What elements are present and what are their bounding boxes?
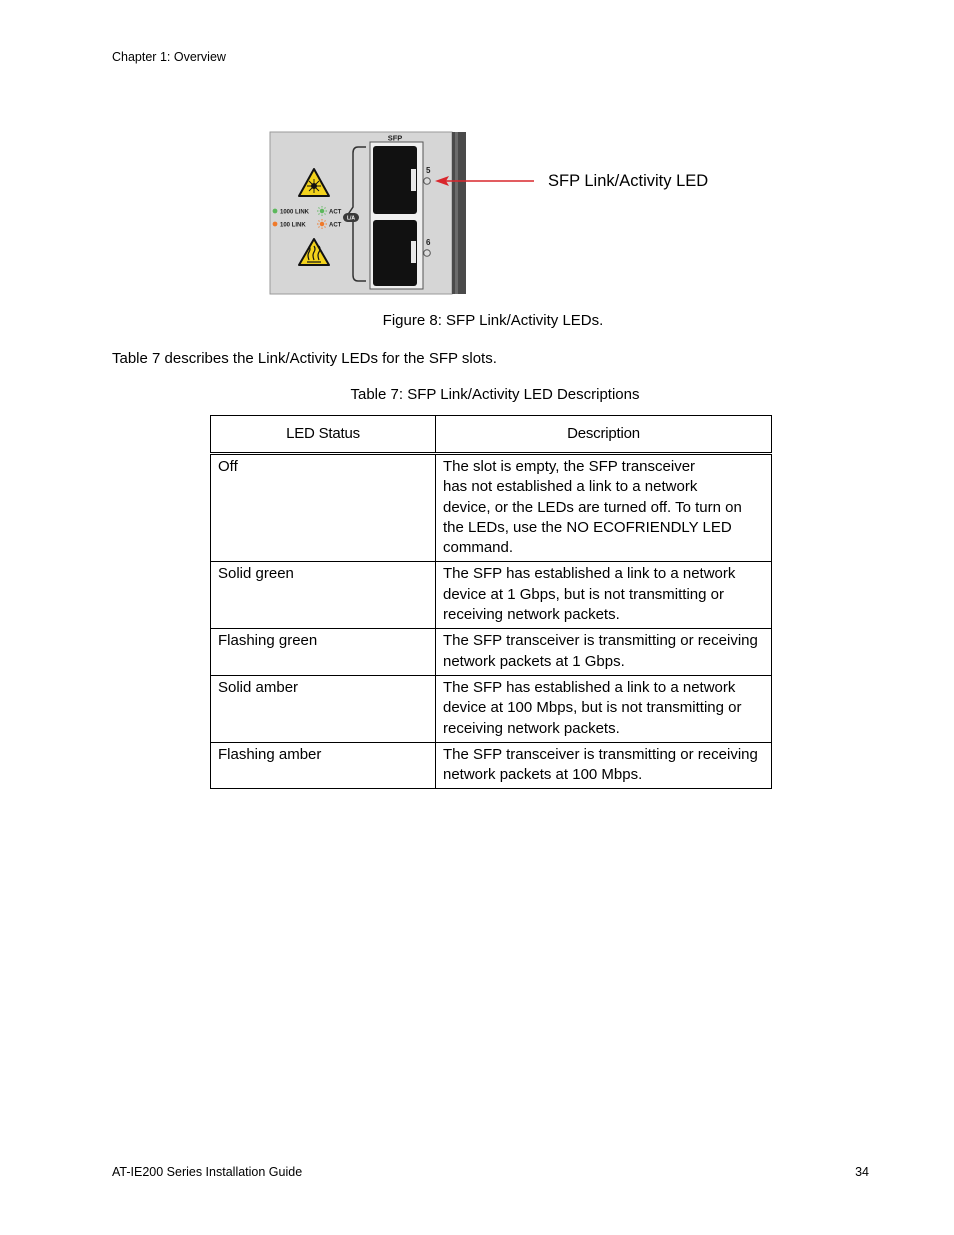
legend-100-link: 100 LINK — [280, 222, 306, 229]
description-line: has not established a link to a network — [443, 478, 698, 496]
table-header-row — [211, 416, 772, 454]
sfp-cage-label: SFP — [387, 133, 403, 143]
table-row — [211, 454, 772, 562]
led-description-table — [210, 415, 772, 789]
description-line: receiving network packets. — [443, 606, 620, 624]
body-paragraph: Table 7 describes the Link/Activity LEDs for the SFP slots. — [112, 350, 497, 367]
port-5-number: 5 — [426, 166, 431, 175]
led-status-cell: Off — [211, 454, 436, 562]
table-body — [211, 454, 772, 789]
port-6-number: 6 — [426, 238, 431, 247]
table-row — [211, 629, 772, 676]
header-description: Description — [436, 416, 772, 454]
description-cell — [436, 454, 772, 562]
led-status-cell: Solid amber — [211, 675, 436, 742]
description-cell — [436, 675, 772, 742]
description-line: The slot is empty, the SFP transceiver — [443, 458, 696, 475]
table-caption: Table 7: SFP Link/Activity LED Descriptions — [350, 386, 640, 403]
table-row — [211, 675, 772, 742]
page-number: 34 — [855, 1165, 869, 1179]
figure-caption: Figure 8: SFP Link/Activity LEDs. — [382, 312, 604, 329]
description-line: receiving network packets. — [443, 719, 620, 737]
description-cell — [436, 629, 772, 676]
description-line: network packets at 100 Mbps. — [443, 766, 643, 784]
description-line: command. — [443, 539, 514, 557]
sfp-figure — [269, 131, 719, 295]
running-header: Chapter 1: Overview — [112, 50, 226, 64]
description-line: The SFP transceiver is transmitting or receiving — [443, 632, 758, 650]
led-status-cell: Solid green — [211, 562, 436, 629]
header-led-status: LED Status — [211, 416, 436, 454]
la-badge-label: L/A — [346, 215, 356, 222]
led-status-cell: Flashing green — [211, 629, 436, 676]
description-cell — [436, 742, 772, 789]
legend-act-green: ACT — [329, 209, 342, 216]
running-footer: AT-IE200 Series Installation Guide — [112, 1165, 303, 1179]
description-line: device at 1 Gbps, but is not transmitting or — [443, 585, 724, 603]
callout-label: SFP Link/Activity LED — [548, 172, 709, 190]
legend-1000-link: 1000 LINK — [280, 209, 310, 216]
description-line: The SFP has established a link to a network — [443, 565, 736, 583]
description-line: device at 100 Mbps, but is not transmitting or — [443, 699, 742, 717]
legend-act-amber: ACT — [329, 222, 342, 229]
table-row — [211, 562, 772, 629]
description-line: network packets at 1 Gbps. — [443, 652, 625, 670]
description-line: device, or the LEDs are turned off. To turn on — [443, 498, 742, 516]
description-cell — [436, 562, 772, 629]
table-row — [211, 742, 772, 789]
led-status-cell: Flashing amber — [211, 742, 436, 789]
description-line: The SFP transceiver is transmitting or receiving — [443, 745, 758, 763]
callout-arrow-layer — [269, 131, 719, 295]
description-line: The SFP has established a link to a network — [443, 678, 736, 696]
description-line: the LEDs, use the NO ECOFRIENDLY LED — [443, 518, 732, 536]
